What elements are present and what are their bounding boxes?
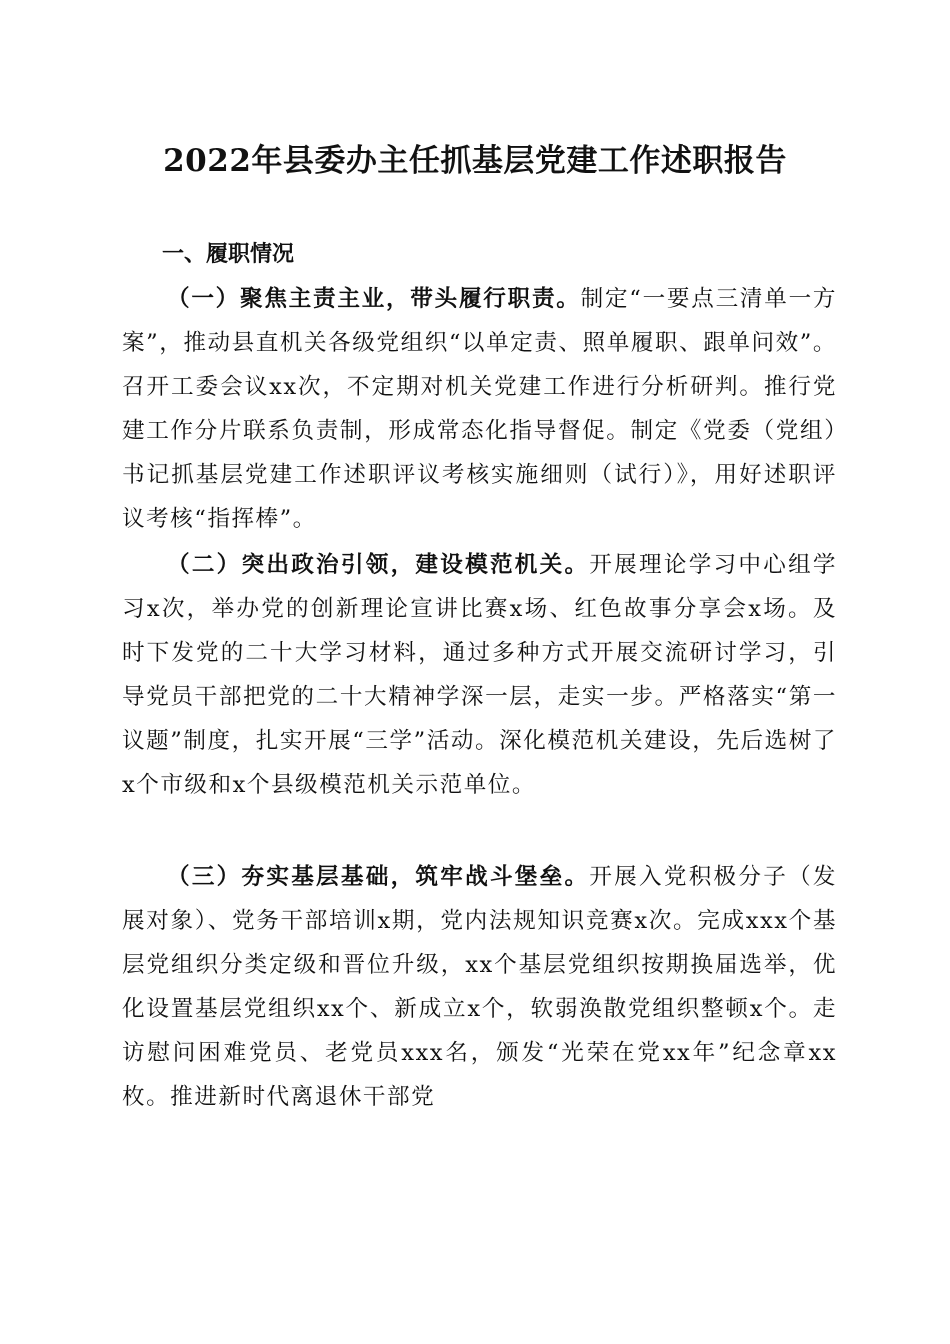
paragraph-political-leadership [122, 543, 837, 807]
paragraph-body: 开展理论学习中心组学习x次，举办党的创新理论宣讲比赛x场、红色故事分享会x场。及时下发党的二十大学习材料，通过多种方式开展交流研讨学习，引导党员干部把党的二十大精神学深一层，走实一步。严格落实“第一议题”制度，扎实开展“三学”活动。深化模范机关建设，先后选树了x个市级和x个县级模范机关示范单位。 [122, 552, 838, 798]
paragraph-body: 制定“一要点三清单一方案”，推动县直机关各级党组织“以单定责、照单履职、跟单问效”。召开工委会议xx次，不定期对机关党建工作进行分析研判。推行党建工作分片联系负责制，形成常态化指导督促。制定《党委（党组）书记抓基层党建工作述职评议考核实施细则（试行）》，用好述职评议考核“指挥棒”。 [122, 286, 838, 532]
paragraph-lead: （一）聚焦主责主业，带头履行职责。 [167, 286, 581, 312]
section-heading-performance: 一、履职情况 [162, 242, 295, 267]
paragraph-lead: （二）突出政治引领，建设模范机关。 [167, 552, 590, 578]
paragraph-body: 开展入党积极分子（发展对象）、党务干部培训x期，党内法规知识竞赛x次。完成xxx个基层党组织分类定级和晋位升级，xx个基层党组织按期换届选举，优化设置基层党组织xx个、新成立x个，软弱涣散党组织整顿x个。走访慰问困难党员、老党员xxx名，颁发“光荣在党xx年”纪念章xx枚。推进新时代离退休干部党 [122, 864, 838, 1110]
paragraph-responsibilities [122, 277, 837, 541]
paragraph-lead: （三）夯实基层基础，筑牢战斗堡垒。 [167, 864, 590, 890]
document-title: 2022年县委办主任抓基层党建工作述职报告 [163, 143, 787, 179]
paragraph-grassroots-foundation [122, 855, 837, 1119]
